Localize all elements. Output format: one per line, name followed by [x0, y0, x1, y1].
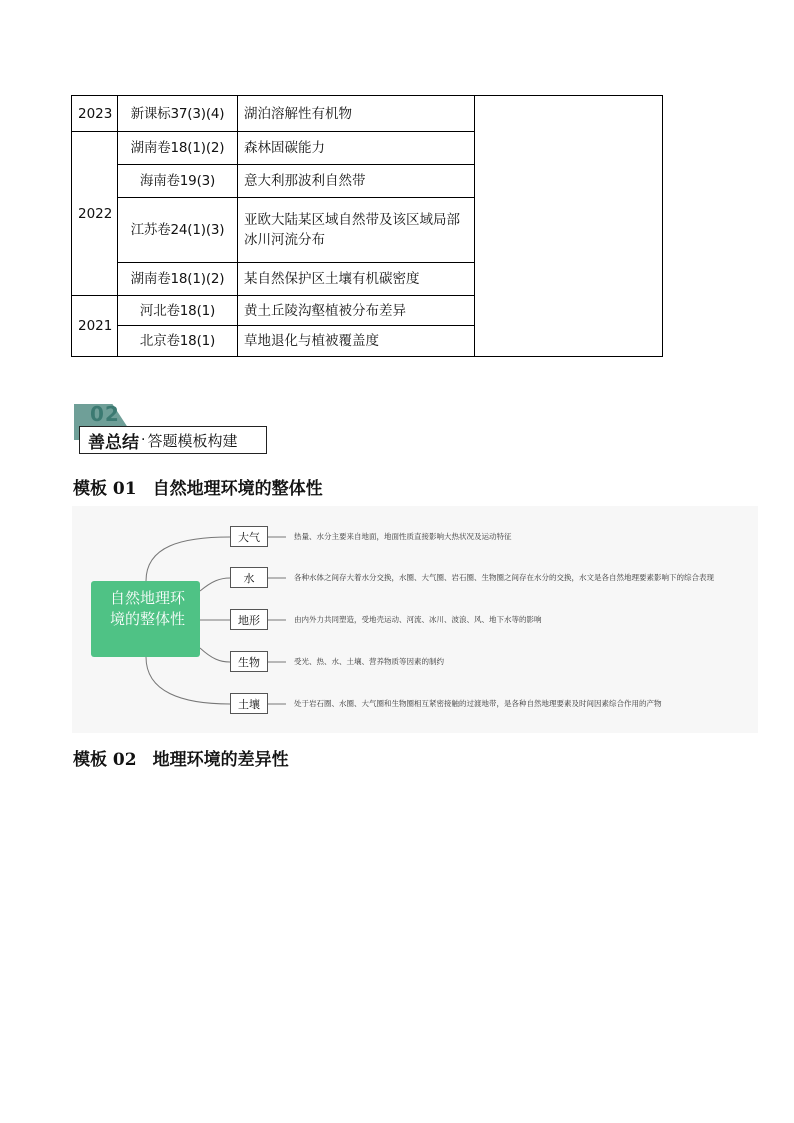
connector-shui	[200, 578, 230, 591]
topic-cell: 黄土丘陵沟壑植被分布差异	[238, 296, 475, 326]
template-heading	[73, 745, 289, 770]
template-code: 模板 01	[73, 479, 137, 499]
topic-cell: 亚欧大陆某区域自然带及该区域局部冰川河流分布	[238, 198, 475, 263]
template-title: 自然地理环境的整体性	[152, 479, 323, 499]
exam-table	[71, 95, 663, 357]
mind-map-center-node: 自然地理环境的整体性	[91, 581, 200, 657]
branch-node-shui: 水	[230, 567, 268, 588]
year-cell: 2021	[72, 296, 118, 357]
template-heading	[73, 474, 323, 499]
paper-cell: 北京卷18(1)	[118, 326, 238, 357]
branch-node-dixing: 地形	[230, 609, 268, 630]
topic-cell: 湖泊溶解性有机物	[238, 96, 475, 132]
branch-description: 热量、水分主要来自地面，地面性质直接影响大热状况及运动特征	[294, 532, 512, 541]
topic-cell: 意大利那波利自然带	[238, 165, 475, 198]
table-row	[72, 96, 663, 132]
branch-description: 由内外力共同塑造，受地壳运动、河流、冰川、波浪、风、地下水等的影响	[294, 615, 542, 624]
section-title-box	[79, 426, 267, 454]
branch-description: 各种水体之间存大着水分交换，水圈、大气圈、岩石圈、生物圈之间存在水分的交换，水文是各自然地理要素影响下的综合表现	[294, 573, 714, 582]
section-subtitle: 答题模板构建	[147, 431, 238, 450]
paper-cell: 新课标37(3)(4)	[118, 96, 238, 132]
connector-turang	[146, 657, 230, 704]
paper-cell: 海南卷19(3)	[118, 165, 238, 198]
paper-cell: 湖南卷18(1)(2)	[118, 263, 238, 296]
year-cell: 2023	[72, 96, 118, 132]
mind-map	[72, 506, 758, 733]
branch-node-turang: 土壤	[230, 693, 268, 714]
template-code: 模板 02	[73, 750, 137, 770]
paper-cell: 湖南卷18(1)(2)	[118, 132, 238, 165]
topic-cell: 草地退化与植被覆盖度	[238, 326, 475, 357]
section-title-dot: ·	[141, 432, 146, 448]
branch-description: 处于岩石圈、水圈、大气圈和生物圈相互紧密接触的过渡地带，是各种自然地理要素及时间因素综合作用的产物	[294, 699, 662, 708]
connector-shengwu	[200, 648, 230, 662]
topic-cell: 某自然保护区土壤有机碳密度	[238, 263, 475, 296]
section-badge	[74, 404, 274, 456]
paper-cell: 江苏卷24(1)(3)	[118, 198, 238, 263]
branch-node-daqi: 大气	[230, 526, 268, 547]
branch-description: 受光、热、水、土壤、营养物质等因素的制约	[294, 657, 444, 666]
topic-cell: 森林固碳能力	[238, 132, 475, 165]
branch-node-shengwu: 生物	[230, 651, 268, 672]
blank-cell	[475, 96, 663, 357]
year-cell: 2022	[72, 132, 118, 296]
paper-cell: 河北卷18(1)	[118, 296, 238, 326]
connector-daqi	[146, 537, 230, 581]
section-number: 02	[90, 402, 120, 426]
section-title: 善总结	[88, 432, 139, 453]
template-title: 地理环境的差异性	[152, 750, 289, 770]
